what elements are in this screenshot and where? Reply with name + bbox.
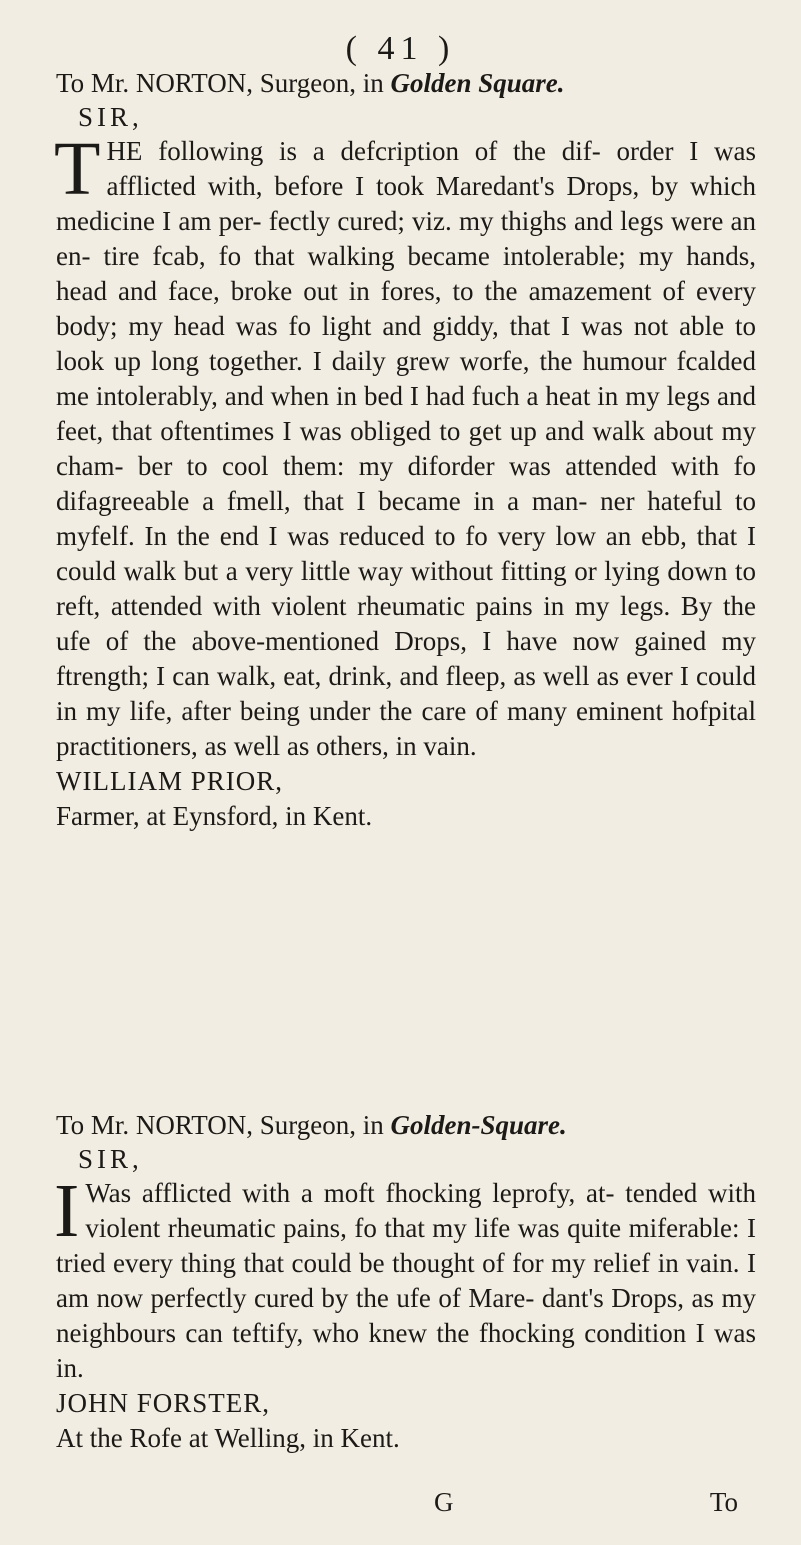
drop-cap: I xyxy=(54,1169,80,1253)
heading-place: Golden Square. xyxy=(390,68,565,98)
signatory-residence: At the Rofe at Welling, in Kent. xyxy=(56,1423,400,1453)
signature-mark: G xyxy=(434,1487,454,1517)
heading-place: Golden-Square. xyxy=(390,1110,567,1140)
letter-forster xyxy=(56,1108,756,1456)
signatory-residence: Farmer, at Eynsford, in Kent. xyxy=(56,801,373,831)
letter-body-text: HE following is a defcription of the dif- order I was afflicted with, before I took Maredant's Drops, by which medicine I am per- fectly cured; viz. my thighs and legs were an en- tire fcab, fo that walking became intolerable; my hands, head and face, broke out in fores, to the amazement of every body; my head was fo light and giddy, that I was not able to look up long together. I daily grew worfe, the humour fcalded me intolerably, and when in bed I had fuch a heat in my legs and feet, that oftentimes I was obliged to get up and walk about my cham- ber to cool them: my diforder was attended with fo difagreeable a fmell, that I became in a man- ner hateful to myfelf. In the end I was reduced to fo very low an ebb, that I could walk but a very little way without fitting or lying down to reft, attended with violent rheumatic pains in my legs. By the ufe of the above-mentioned Drops, I have now gained my ftrength; I can walk, eat, drink, and fleep, as well as ever I could in my life, after being under the care of many eminent hofpital practitioners, as well as others, in vain. xyxy=(56,136,756,761)
letter-heading xyxy=(56,66,756,101)
signature: WILLIAM PRIOR, xyxy=(56,766,283,796)
catchword: To xyxy=(709,1487,738,1517)
letter-body-text: Was afflicted with a moft fhocking leprofy, at- tended with violent rheumatic pains, fo that my life was quite miferable: I tried every thing that could be thought of for my relief in vain. I am now perfectly cured by the ufe of Mare- dant's Drops, as my neighbours can teftify, who knew the fhocking condition I was in. xyxy=(56,1178,756,1383)
drop-cap: T xyxy=(54,127,101,211)
letter-prior xyxy=(56,66,756,834)
signature: JOHN FORSTER, xyxy=(56,1388,271,1418)
letter-heading xyxy=(56,1108,756,1143)
salutation: SIR, xyxy=(78,102,143,132)
letter-body xyxy=(54,1169,756,1386)
page-number: ( 41 ) xyxy=(345,30,456,67)
salutation: SIR, xyxy=(78,1144,143,1174)
heading-addressee: To Mr. NORTON, Surgeon, in xyxy=(56,68,391,98)
heading-addressee: To Mr. NORTON, Surgeon, in xyxy=(56,1110,391,1140)
letter-body xyxy=(54,127,756,764)
